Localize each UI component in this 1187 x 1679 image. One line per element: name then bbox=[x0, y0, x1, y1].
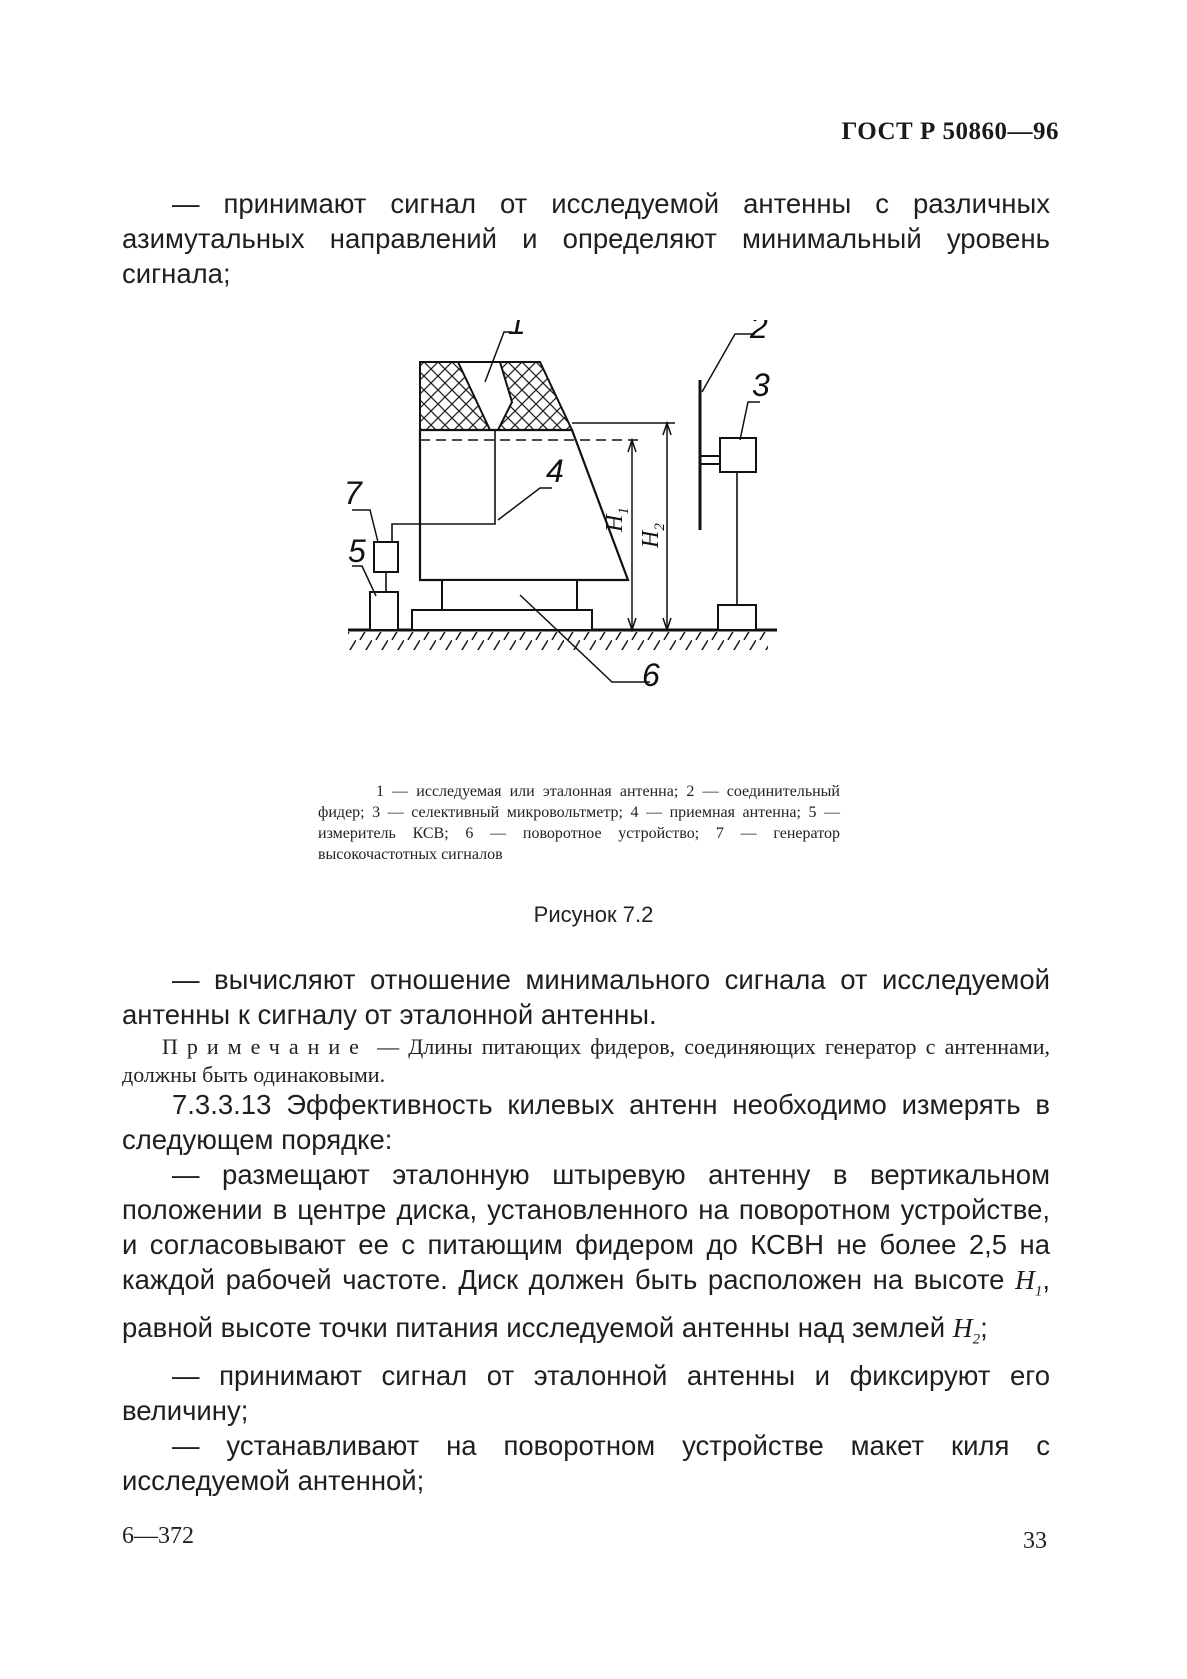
figure-label-2: 2 bbox=[750, 320, 768, 345]
rotary-column bbox=[442, 580, 577, 610]
paragraph-receive-signal: — принимают сигнал от исследуемой антенны с различных азимутальных направлений и определяют минимальный уровень сигнала; bbox=[122, 188, 1050, 289]
note bbox=[122, 1033, 1050, 1089]
paragraph-place-reference-antenna: — размещают эталонную штыревую антенну в вертикальном положении в центре диска, установленного на поворотном устройстве, и согласовывают ее с питающим фидером до КСВН не более 2,5 на каждой рабочей частоте. Диск должен быть расположен на высоте $H_1$, равной высоте точки питания исследуемой антенны над землей $H_2$; bbox=[122, 1159, 1050, 1347]
figure-title: Рисунок 7.2 bbox=[533, 902, 654, 927]
footer-print-code: 6—372 bbox=[122, 1523, 194, 1549]
dimension-label-h1: $H_1$ bbox=[602, 507, 632, 532]
document-standard-number: ГОСТ Р 50860—96 bbox=[841, 118, 1059, 145]
symbol-h1: $H_1$ bbox=[1014, 1264, 1043, 1300]
figure-7-2 bbox=[340, 320, 800, 705]
page-number: 33 bbox=[1023, 1528, 1047, 1554]
symbol-h2: $H_2$ bbox=[952, 1311, 981, 1347]
figure-legend: 1 — исследуемая или эталонная антенна; 2 — соединительный фидер; 3 — селективный микровольтметр; 4 — приемная антенна; 5 — измеритель КСВ; 6 — поворотное устройство; 7 — генератор высокочастотных сигналов bbox=[318, 783, 840, 863]
paragraph-install-keel: — устанавливают на поворотном устройстве макет киля с исследуемой антенной; bbox=[122, 1430, 1050, 1496]
note-label: Примечание bbox=[162, 1034, 368, 1059]
paragraph-7-3-3-13: 7.3.3.13 Эффективность килевых антенн необходимо измерять в следующем порядке: bbox=[122, 1089, 1050, 1155]
paragraph-receive-reference: — принимают сигнал от эталонной антенны и фиксируют его величину; bbox=[122, 1360, 1050, 1426]
figure-label-3: 3 bbox=[752, 367, 770, 403]
figure-label-5: 5 bbox=[348, 533, 366, 569]
dimension-label-h2: $H_2$ bbox=[638, 523, 668, 548]
figure-label-6: 6 bbox=[642, 657, 660, 693]
note-text: — Длины питающих фидеров, соединяющих генератор с антеннами, должны быть одинаковыми. bbox=[122, 1034, 1050, 1087]
figure-label-7: 7 bbox=[344, 475, 362, 511]
measurement-setup-diagram bbox=[340, 320, 800, 700]
right-base-box bbox=[718, 605, 756, 630]
ground-hatch bbox=[348, 632, 768, 650]
paragraph-compute-ratio: — вычисляют отношение минимального сигнала от исследуемой антенны к сигналу от эталонной антенны. bbox=[122, 964, 1050, 1030]
keel-body bbox=[420, 430, 628, 580]
figure-label-1: 1 bbox=[508, 320, 526, 341]
microvoltmeter-box-3 bbox=[720, 438, 756, 472]
figure-label-4: 4 bbox=[546, 453, 564, 489]
generator-box-7 bbox=[374, 542, 398, 572]
swr-meter-box-5 bbox=[370, 592, 398, 630]
rotary-base bbox=[412, 610, 592, 630]
